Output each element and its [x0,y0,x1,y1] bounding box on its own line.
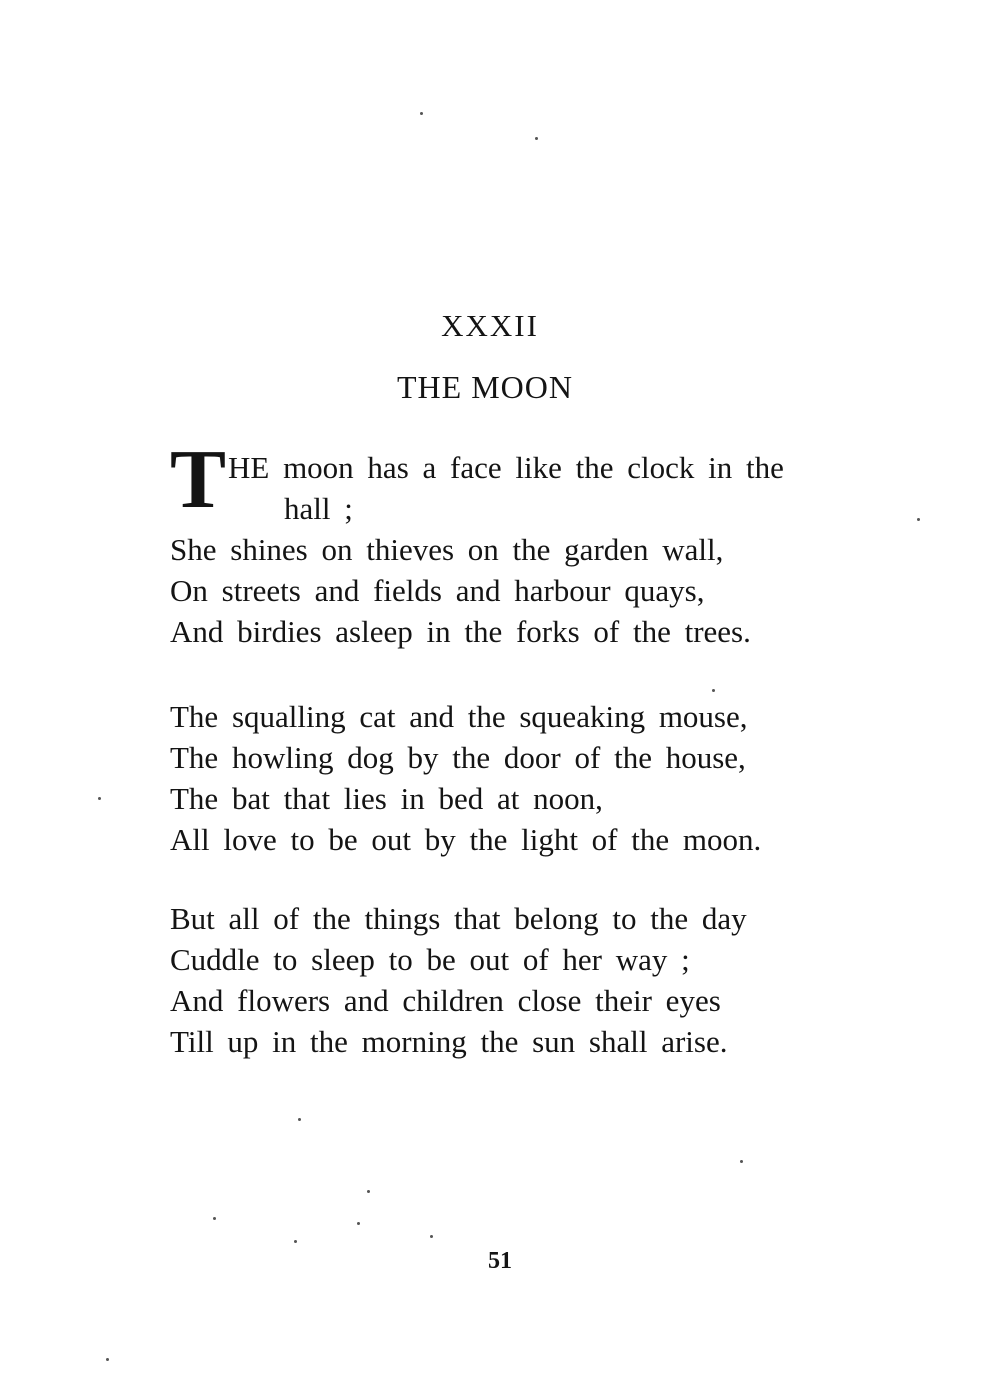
scan-speck [98,797,101,800]
poem-line: The squalling cat and the squeaking mouse, [170,699,748,734]
scan-speck [535,137,538,140]
poem-line: She shines on thieves on the garden wall, [170,532,724,567]
poem-line: And birdies asleep in the forks of the trees. [170,614,751,649]
scan-speck [712,689,715,692]
poem-line: On streets and fields and harbour quays, [170,573,705,608]
poem-line: Till up in the morning the sun shall arise. [170,1024,728,1059]
poem-line-1: HE moon has a face like the clock in the [228,450,784,485]
poem-line: And flowers and children close their eyes [170,983,721,1018]
poem-line: But all of the things that belong to the day [170,901,747,936]
page-number: 51 [488,1248,512,1274]
scan-speck [294,1240,297,1243]
poem-line: All love to be out by the light of the moon. [170,822,762,857]
scan-speck [367,1190,370,1193]
scan-speck [298,1118,301,1121]
scan-speck [420,112,423,115]
poem-line: The howling dog by the door of the house, [170,740,746,775]
poem-line-1-turnover: hall ; [284,491,353,526]
poem-number: XXXII [441,308,539,343]
scan-speck [917,518,920,521]
drop-cap: T [170,433,227,526]
scan-speck [430,1235,433,1238]
poem-title: THE MOON [397,369,573,405]
scan-speck [740,1160,743,1163]
poem-line: Cuddle to sleep to be out of her way ; [170,942,690,977]
scan-speck [213,1217,216,1220]
scan-speck [357,1222,360,1225]
poem-line: The bat that lies in bed at noon, [170,781,603,816]
scan-speck [106,1358,109,1361]
